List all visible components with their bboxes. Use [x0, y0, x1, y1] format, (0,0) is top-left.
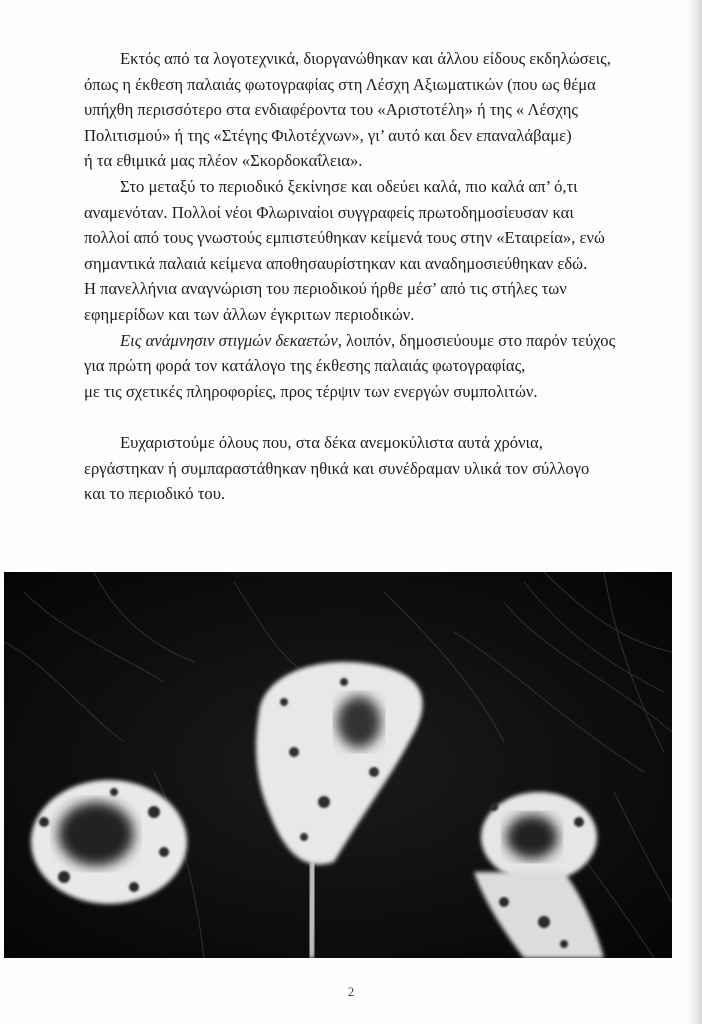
text-line: εφημερίδων και των άλλων έγκριτων περιοδικών. — [84, 304, 415, 324]
text-line: Ευχαριστούμε όλους που, στα δέκα ανεμοκύλιστα αυτά χρόνια, — [120, 432, 543, 452]
text-line: με τις σχετικές πληροφορίες, προς τέρψιν των ενεργών συμπολιτών. — [84, 381, 538, 401]
page-number: 2 — [347, 984, 355, 999]
text-line: Η πανελλήνια αναγνώριση του περιοδικού ήρθε μέσ’ από τις στήλες των — [84, 279, 567, 299]
text-line: Στο μεταξύ το περιοδικό ξεκίνησε και οδεύει καλά, πιο καλά απ’ ό,τι — [120, 176, 578, 196]
text-line: και το περιοδικό του. — [84, 484, 226, 504]
text-line: πολλοί από τους γνωστούς εμπιστεύθηκαν κείμενά τους στην «Εταιρεία», ενώ — [84, 228, 605, 248]
text-line: σημαντικά παλαιά κείμενα αποθησαυρίστηκαν και αναδημοσιεύθηκαν εδώ. — [84, 253, 588, 273]
text-line: Πολιτισμού» ή της «Στέγης Φιλοτέχνων», γι’ αυτό και δεν επαναλάβαμε) — [84, 125, 572, 145]
body-text — [84, 46, 674, 507]
text-line: για πρώτη φορά τον κατάλογο της έκθεσης παλαιάς φωτογραφίας, — [84, 356, 526, 376]
text-line — [84, 328, 674, 354]
text-fragment: , λοιπόν, δημοσιεύουμε στο παρόν τεύχος — [337, 330, 616, 350]
text-line: υπήχθη περισσότερο στα ενδιαφέροντα του «Αριστοτέλη» ή της « Λέσχης — [84, 100, 578, 120]
scan-edge-shadow — [688, 0, 702, 1024]
italic-phrase: Εις ανάμνησιν στιγμών δεκαετών — [120, 330, 338, 350]
text-line: Εκτός από τα λογοτεχνικά, διοργανώθηκαν και άλλου είδους εκδηλώσεις, — [120, 49, 611, 68]
text-line: αναμενόταν. Πολλοί νέοι Φλωριναίοι συγγραφείς πρωτοδημοσίευσαν και — [84, 202, 574, 222]
flower-photograph — [4, 572, 672, 958]
paragraph-gap — [84, 404, 674, 430]
text-line: όπως η έκθεση παλαιάς φωτογραφίας στη Λέσχη Αξιωματικών (που ως θέμα — [84, 74, 596, 94]
left-flower — [31, 780, 187, 904]
flower-stem — [310, 862, 314, 958]
flower-photo-illustration — [4, 572, 672, 958]
text-line: εργάστηκαν ή συμπαραστάθηκαν ηθικά και συνέδραμαν υλικά τον σύλλογο — [84, 458, 590, 478]
text-line: ή τα εθιμικά μας πλέον «Σκορδοκαΐλεια». — [84, 151, 363, 171]
